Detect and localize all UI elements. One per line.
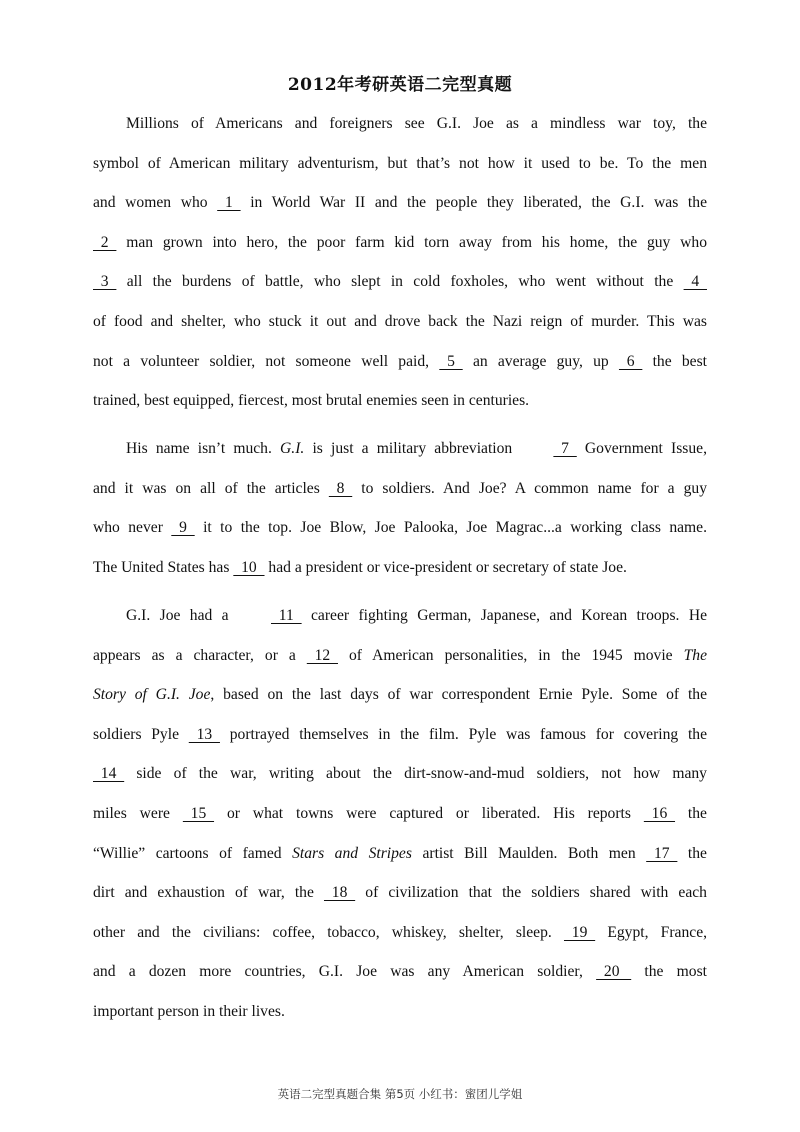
text-segment: Egypt, France,	[607, 923, 708, 941]
text-segment: dirt and exhaustion of war, the	[93, 884, 314, 902]
blank-19: 19	[563, 923, 596, 941]
text-line	[93, 754, 707, 794]
text-segment: symbol of American military adventurism, but that’s not how it used to be. To the men	[93, 154, 707, 172]
text-segment: Millions of Americans and foreigners see G.I. Joe as a mindless war toy, the	[126, 115, 707, 132]
text-line	[93, 104, 707, 144]
text-segment: portrayed themselves in the film. Pyle was famous for covering the	[229, 725, 708, 743]
text-segment: soldiers Pyle	[93, 725, 179, 743]
italic-text: G.I.	[280, 440, 305, 457]
page-title: 2012年考研英语二完型真题	[287, 75, 513, 95]
blank-1: 1	[217, 194, 241, 212]
text-segment: “Willie” cartoons of famed	[93, 844, 282, 862]
text-segment: to soldiers. And Joe? A common name for a guy	[361, 479, 708, 497]
text-segment: The United States has	[93, 558, 230, 576]
text-segment: miles were	[93, 804, 170, 822]
italic-text: Stars and Stripes	[292, 844, 412, 862]
text-segment: and women who	[93, 194, 208, 212]
text-line	[93, 636, 707, 676]
text-segment: career fighting German, Japanese, and Korean troops. He	[311, 607, 707, 624]
text-line	[93, 675, 707, 715]
blank-3: 3	[93, 273, 117, 291]
text-line	[93, 223, 707, 263]
blank-8: 8	[328, 479, 353, 497]
blank-18: 18	[323, 884, 356, 902]
text-line	[93, 873, 707, 913]
text-segment: all the burdens of battle, who slept in cold foxholes, who went without the	[126, 273, 674, 291]
text-segment: Government Issue,	[584, 440, 707, 457]
text-segment: man grown into hero, the poor farm kid torn away from his home, the guy who	[126, 233, 707, 251]
text-segment: it to the top. Joe Blow, Joe Palooka, Joe Magrac...a working class name.	[203, 519, 707, 537]
blank-12: 12	[306, 646, 338, 664]
blank-2: 2	[93, 233, 117, 251]
text-line	[93, 144, 707, 184]
text-segment: His name isn’t much.	[126, 440, 272, 457]
text-segment: or what towns were captured or liberated. His reports	[226, 804, 631, 822]
blank-6: 6	[618, 352, 643, 370]
blank-9: 9	[171, 519, 195, 537]
text-line	[93, 952, 707, 992]
blank-7: 7	[553, 440, 577, 457]
text-segment: , based on the last days of war correspondent Ernie Pyle. Some of the	[210, 686, 707, 704]
text-line	[93, 992, 707, 1032]
text-line	[93, 548, 707, 588]
text-segment: the	[687, 844, 707, 862]
text-segment: is just a military abbreviation	[312, 440, 513, 457]
text-segment: not a volunteer soldier, not someone well paid,	[93, 352, 430, 370]
text-segment: of civilization that the soldiers shared with each	[365, 884, 707, 902]
text-segment: and it was on all of the articles	[93, 479, 320, 497]
text-line	[93, 834, 707, 874]
text-line	[93, 183, 707, 223]
blank-14: 14	[93, 765, 125, 783]
text-line	[93, 469, 707, 509]
text-segment: and a dozen more countries, G.I. Joe was any American soldier,	[93, 963, 583, 981]
text-segment: the most	[644, 963, 707, 981]
text-segment: had a president or vice-president or secretary of state Joe.	[268, 558, 627, 576]
page-footer: 英语二完型真题合集 第5页 小红书：蜜团儿学姐	[277, 1087, 523, 1101]
text-segment: the best	[652, 352, 707, 370]
text-segment: G.I. Joe had a	[126, 607, 229, 624]
italic-text: Story of G.I. Joe	[93, 686, 211, 704]
blank-15: 15	[182, 804, 215, 822]
text-line	[93, 715, 707, 755]
text-line	[93, 381, 707, 421]
italic-text: The	[683, 646, 707, 664]
text-line	[93, 342, 707, 382]
paragraph-1	[93, 104, 707, 421]
blank-10: 10	[233, 558, 265, 576]
text-line	[93, 794, 707, 834]
text-segment: trained, best equipped, fiercest, most brutal enemies seen in centuries.	[93, 392, 530, 410]
text-line	[93, 302, 707, 342]
blank-13: 13	[188, 725, 220, 743]
text-segment: of food and shelter, who stuck it out and drove back the Nazi reign of murder. This was	[93, 312, 707, 330]
text-segment: the	[687, 804, 707, 822]
paragraph-3	[93, 596, 707, 1032]
blank-4: 4	[683, 273, 707, 291]
text-segment: of American personalities, in the 1945 movie	[348, 646, 673, 664]
text-segment: appears as a character, or a	[93, 646, 296, 664]
text-segment: other and the civilians: coffee, tobacco, whiskey, shelter, sleep.	[93, 923, 552, 941]
blank-20: 20	[596, 963, 632, 981]
text-segment: who never	[93, 519, 163, 537]
text-line	[93, 508, 707, 548]
blank-5: 5	[439, 352, 463, 370]
text-segment: important person in their lives.	[93, 1002, 285, 1020]
paragraph-2	[93, 429, 707, 587]
text-line	[93, 429, 707, 469]
text-line	[93, 262, 707, 302]
text-segment: an average guy, up	[472, 352, 609, 370]
text-line	[93, 596, 707, 636]
text-segment: artist Bill Maulden. Both men	[422, 844, 636, 862]
text-segment: in World War II and the people they liberated, the G.I. was the	[250, 194, 707, 212]
text-segment: side of the war, writing about the dirt-snow-and-mud soldiers, not how many	[136, 765, 707, 783]
blank-16: 16	[643, 804, 676, 822]
text-line	[93, 913, 707, 953]
blank-11: 11	[271, 607, 302, 624]
blank-17: 17	[646, 844, 678, 862]
